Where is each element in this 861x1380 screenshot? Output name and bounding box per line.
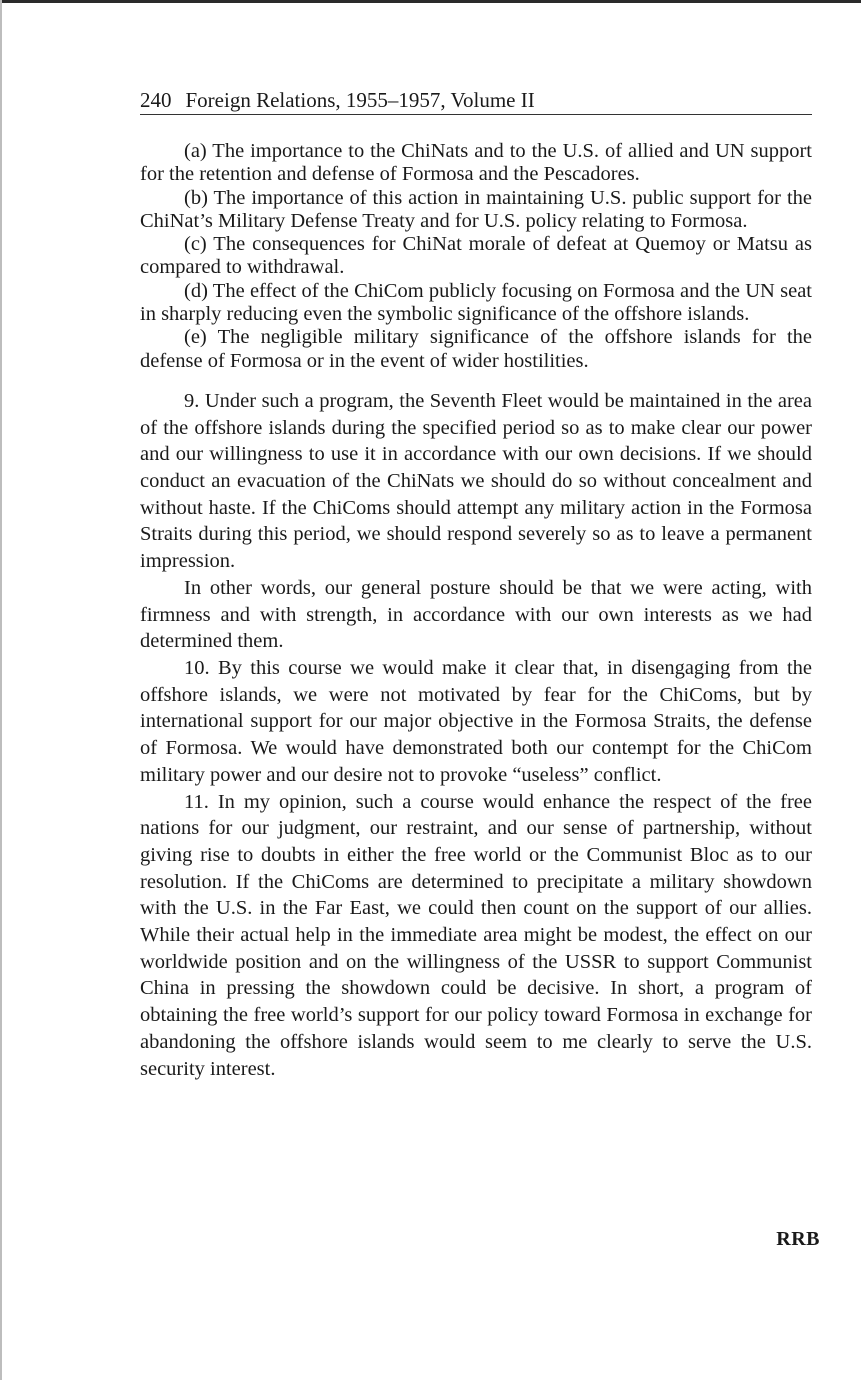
list-item: (c) The consequences for ChiNat morale of defeat at Quemoy or Matsu as compared to withdrawal. (140, 233, 812, 279)
paragraph-posture: In other words, our general posture should be that we were acting, with firmness and with strength, in accordance with our own interests as we had determined them. (140, 576, 812, 653)
paragraph-10: 10. By this course we would make it clear that, in disengaging from the offshore islands, we were not motivated by fear for the ChiComs, but by international support for our major objective in the Formosa Straits, the defense of Formosa. We would have demonstrated both our contempt for the ChiCom military power and our desire not to provoke “useless” conflict. (140, 657, 812, 786)
page-top-edge (0, 0, 861, 3)
page-number: 240 (140, 88, 172, 112)
considerations-list (140, 140, 812, 373)
running-header (140, 86, 812, 115)
numbered-paragraphs (140, 388, 812, 1082)
list-item: (e) The negligible military significance of the offshore islands for the defense of Formosa or in the event of wider hostilities. (140, 326, 812, 372)
paragraph-11: 11. In my opinion, such a course would enhance the respect of the free nations for our judgment, our restraint, and our sense of partnership, without giving rise to doubts in either the free world or the Communist Bloc as to our resolution. If the ChiComs are determined to precipitate a military showdown with the U.S. in the Far East, we could then count on the support of our allies. While their actual help in the immediate area might be modest, the effect on our worldwide position and on the willingness of the USSR to support Communist China in pressing the showdown could be decisive. In short, a program of obtaining the free world’s support for our policy toward Formosa in exchange for abandoning the offshore islands would seem to me clearly to serve the U.S. security interest. (140, 790, 812, 1080)
page-left-edge (0, 0, 2, 1380)
list-item: (d) The effect of the ChiCom publicly focusing on Formosa and the UN seat in sharply reducing even the symbolic significance of the offshore islands. (140, 279, 812, 326)
list-item: (b) The importance of this action in maintaining U.S. public support for the ChiNat’s Military Defense Treaty and for U.S. policy relating to Formosa. (140, 186, 812, 232)
paragraph-9: 9. Under such a program, the Seventh Fleet would be maintained in the area of the offshore islands during the specified period so as to make clear our power and our willingness to use it in accordance with our own decisions. If we should conduct an evacuation of the ChiNats we should do so without concealment and without haste. If the ChiComs should attempt any military action in the Formosa Straits during this period, we should respond severely so as to leave a permanent impression. (140, 389, 812, 573)
running-title: Foreign Relations, 1955–1957, Volume II (185, 88, 535, 112)
list-item: (a) The importance to the ChiNats and to the U.S. of allied and UN support for the retention and defense of Formosa and the Pescadores. (140, 140, 812, 186)
signature-initials: RRB (776, 1228, 820, 1250)
body-text (140, 140, 812, 1082)
